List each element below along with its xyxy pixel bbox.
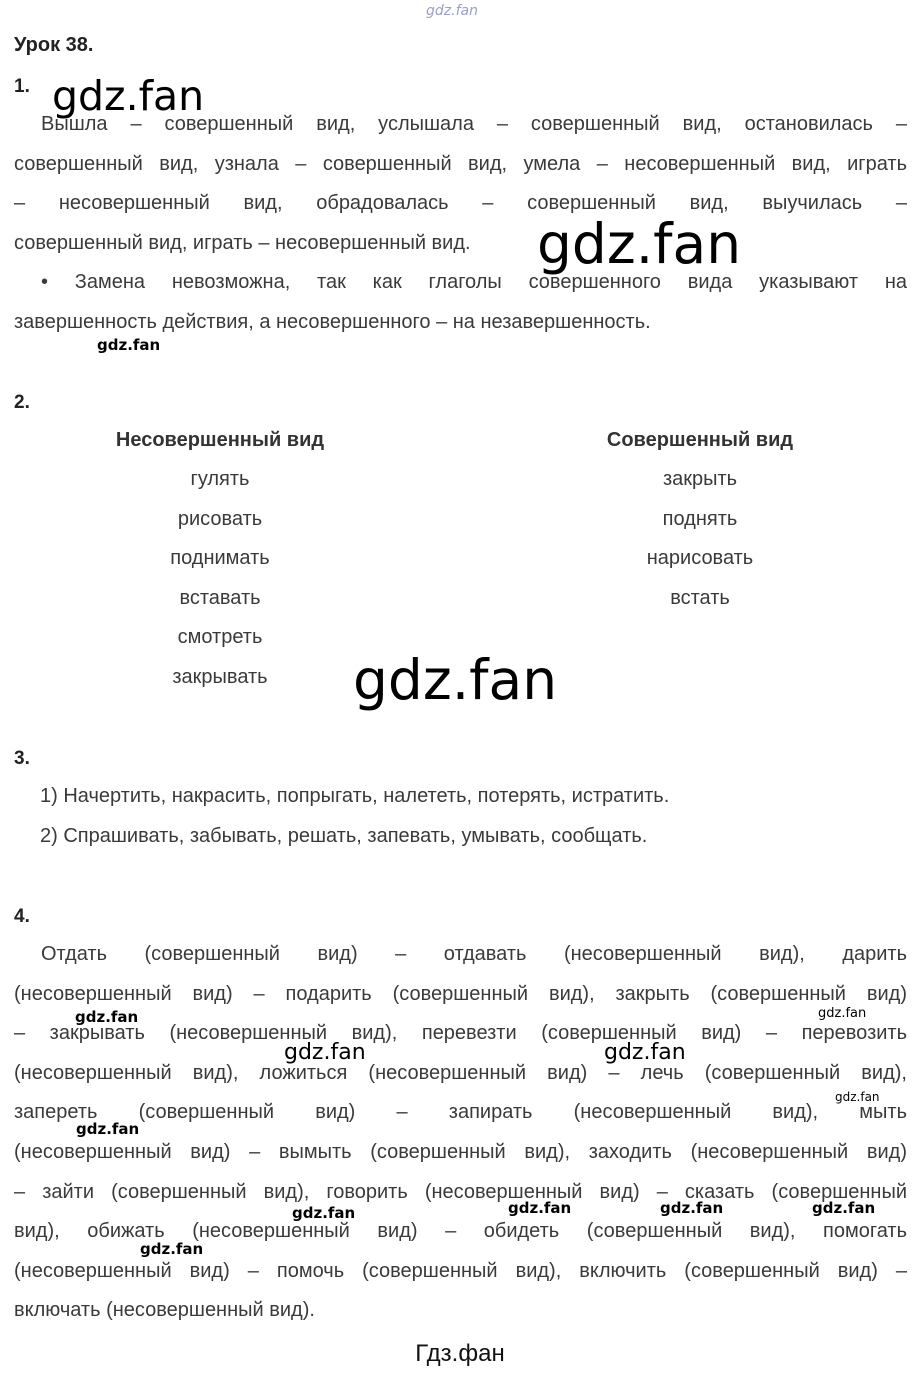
watermark: gdz.fan	[97, 336, 161, 354]
exercise-1-text	[14, 105, 907, 343]
exercise-1-line: • Замена невозможна, так как глаголы совершенного вида указывают на	[41, 271, 907, 294]
watermark: gdz.fan	[292, 1204, 356, 1222]
imperfective-verb: поднимать	[170, 547, 270, 570]
watermark: gdz.fan	[52, 72, 205, 120]
watermark: gdz.fan	[75, 1008, 139, 1026]
watermark: gdz.fan	[660, 1199, 724, 1217]
exercise-3-list	[40, 777, 669, 856]
exercise-4-line: вид), обижать (несовершенный вид) – обидеть (совершенный вид), помогать	[14, 1220, 907, 1243]
imperfective-verb: гулять	[190, 468, 250, 490]
exercise-4-line: – закрывать (несовершенный вид), перевезти (совершенный вид) – перевозить	[14, 1022, 907, 1045]
watermark: gdz.fan	[537, 212, 742, 276]
exercise-1-line: совершенный вид, играть – несовершенный вид.	[14, 231, 471, 254]
imperfective-verb: смотреть	[177, 626, 263, 649]
exercise-4-line: – зайти (совершенный вид), говорить (несовершенный вид) – сказать (совершенный	[14, 1180, 907, 1203]
watermark: gdz.fan	[508, 1199, 572, 1217]
watermark: gdz.fan	[76, 1120, 140, 1138]
exercise-3-line: 2) Спрашивать, забывать, решать, запевать, умывать, сообщать.	[40, 824, 648, 847]
imperfective-verb: вставать	[179, 586, 261, 609]
watermark: gdz.fan	[140, 1240, 204, 1258]
exercise-1-line: совершенный вид, узнала – совершенный вид, умела – несовершенный вид, играть	[14, 152, 907, 175]
imperfective-header: Несовершенный вид	[115, 429, 325, 451]
perfective-column	[550, 420, 850, 618]
watermark: gdz.fan	[353, 648, 558, 712]
header-watermark: gdz.fan	[426, 3, 478, 19]
exercise-1-number: 1.	[14, 76, 30, 97]
imperfective-verb: закрывать	[172, 665, 268, 688]
exercise-4-text	[14, 935, 907, 1331]
exercise-4-line: запереть (совершенный вид) – запирать (несовершенный вид), мыть	[14, 1101, 907, 1124]
perfective-verb: закрыть	[662, 468, 738, 490]
imperfective-verb: рисовать	[177, 507, 263, 530]
exercise-4-line: (несовершенный вид) – вымыть (совершенный вид), заходить (несовершенный вид)	[14, 1140, 907, 1163]
watermark: gdz.fan	[284, 1040, 366, 1065]
perfective-verb: поднять	[662, 507, 738, 530]
exercise-4-line: (несовершенный вид) – помочь (совершенный вид), включить (совершенный вид) –	[14, 1259, 907, 1282]
exercise-4-line: Отдать (совершенный вид) – отдавать (несовершенный вид), дарить	[41, 943, 907, 965]
exercise-1-line: завершенность действия, а несовершенного – на незавершенность.	[14, 310, 651, 333]
exercise-4-line: (несовершенный вид), ложиться (несовершенный вид) – лечь (совершенный вид),	[14, 1061, 907, 1084]
footer-site-name: Гдз.фан	[415, 1340, 505, 1367]
exercise-1-line: Вышла – совершенный вид, услышала – совершенный вид, остановилась –	[41, 113, 907, 135]
exercise-4-number: 4.	[14, 906, 30, 927]
exercise-1-line: – несовершенный вид, обрадовалась – совершенный вид, выучилась –	[14, 192, 907, 215]
perfective-verb: нарисовать	[646, 547, 754, 570]
imperfective-column	[70, 420, 370, 698]
exercise-3-number: 3.	[14, 748, 30, 769]
watermark: gdz.fan	[812, 1199, 876, 1217]
exercise-4-line: (несовершенный вид) – подарить (совершенный вид), закрыть (совершенный вид)	[14, 982, 907, 1005]
exercise-2-number: 2.	[14, 392, 30, 413]
exercise-4-line: включать (несовершенный вид).	[14, 1299, 315, 1322]
watermark: gdz.fan	[818, 1006, 867, 1021]
watermark: gdz.fan	[604, 1040, 686, 1065]
watermark: gdz.fan	[835, 1090, 880, 1104]
exercise-3-line: 1) Начертить, накрасить, попрыгать, налететь, потерять, истратить.	[40, 785, 670, 807]
perfective-verb: встать	[670, 586, 730, 609]
perfective-header: Совершенный вид	[606, 429, 794, 451]
lesson-title: Урок 38.	[14, 34, 94, 56]
